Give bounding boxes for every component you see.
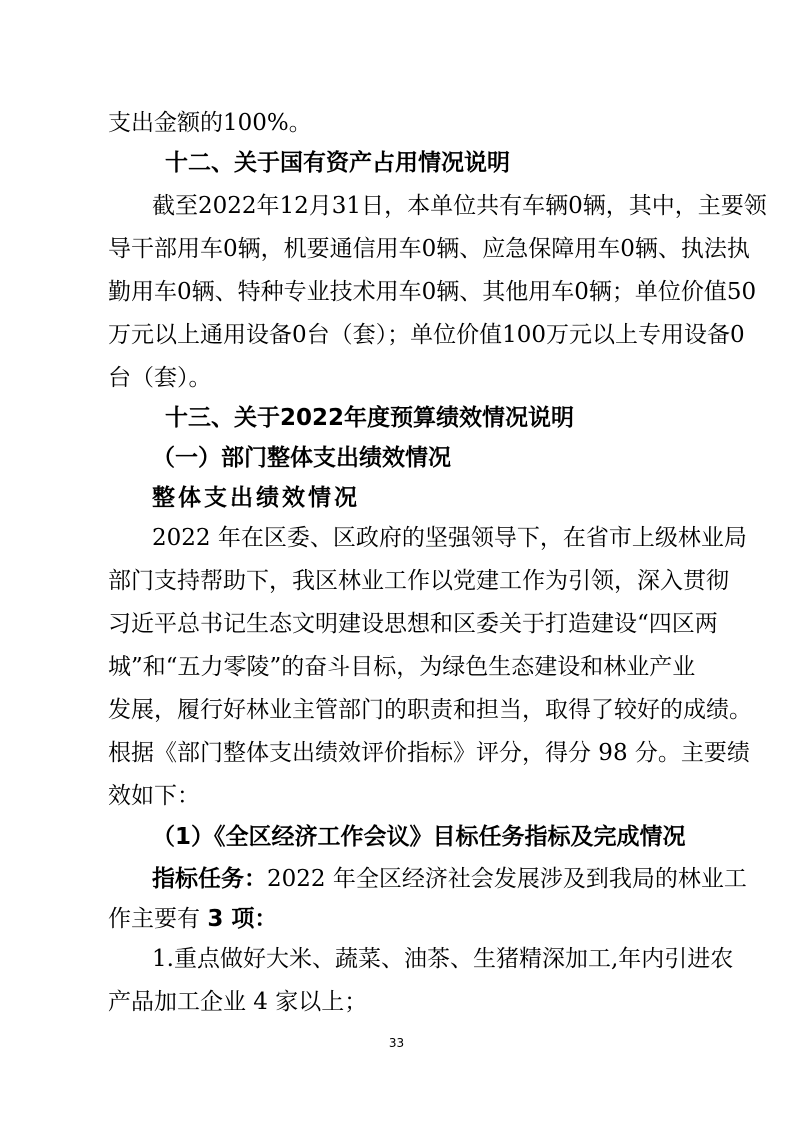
bold-label: 3 项： [207, 906, 278, 932]
list-item-line: 产品加工企业 4 家以上； [108, 989, 368, 1015]
section-heading: 十三、关于2022年度预算绩效情况说明 [165, 405, 575, 431]
paragraph-line: 勤用车0辆、特种专业技术用车0辆、其他用车0辆；单位价值50 [108, 279, 757, 305]
subsection-heading: （一）部门整体支出绩效情况 [152, 445, 451, 471]
paragraph-line: 根据《部门整体支出绩效评价指标》评分，得分 98 分。主要绩 [108, 740, 750, 766]
paragraph-line [108, 904, 277, 934]
paragraph-line: 2022 年在区委、区政府的坚强领导下，在省市上级林业局 [152, 525, 747, 551]
paragraph-line: 支出金额的100%。 [108, 110, 312, 136]
paragraph-line: 万元以上通用设备0台（套）；单位价值100万元以上专用设备0 [108, 322, 745, 348]
paragraph-line: 导干部用车0辆，机要通信用车0辆、应急保障用车0辆、执法执 [108, 236, 750, 262]
section-heading: 十二、关于国有资产占用情况说明 [165, 150, 510, 176]
paragraph-line: 台（套）。 [108, 365, 212, 391]
paragraph-line: 习近平总书记生态文明建设思想和区委关于打造建设“四区两 [108, 611, 718, 637]
paragraph-line: 部门支持帮助下，我区林业工作以党建工作为引领，深入贯彻 [108, 568, 729, 594]
paragraph-line: 发展，履行好林业主管部门的职责和担当，取得了较好的成绩。 [108, 697, 752, 723]
line-text: 作主要有 [108, 906, 208, 932]
paragraph-line: 效如下： [108, 783, 200, 809]
subsection-title: 整体支出绩效情况 [152, 485, 360, 511]
paragraph-line: 截至2022年12月31日，本单位共有车辆0辆，其中，主要领 [152, 193, 767, 219]
paragraph-line: 城”和“五力零陵”的奋斗目标，为绿色生态建设和林业产业 [108, 654, 696, 680]
page-number: 33 [388, 1036, 405, 1050]
list-item-line: 1.重点做好大米、蔬菜、油茶、生猪精深加工,年内引进农 [152, 946, 734, 972]
line-text: 2022 年全区经济社会发展涉及到我局的林业工 [267, 866, 747, 892]
paragraph-line [152, 864, 747, 894]
item-heading: （1）《全区经济工作会议》目标任务指标及完成情况 [152, 824, 686, 850]
bold-label: 指标任务： [152, 866, 267, 892]
